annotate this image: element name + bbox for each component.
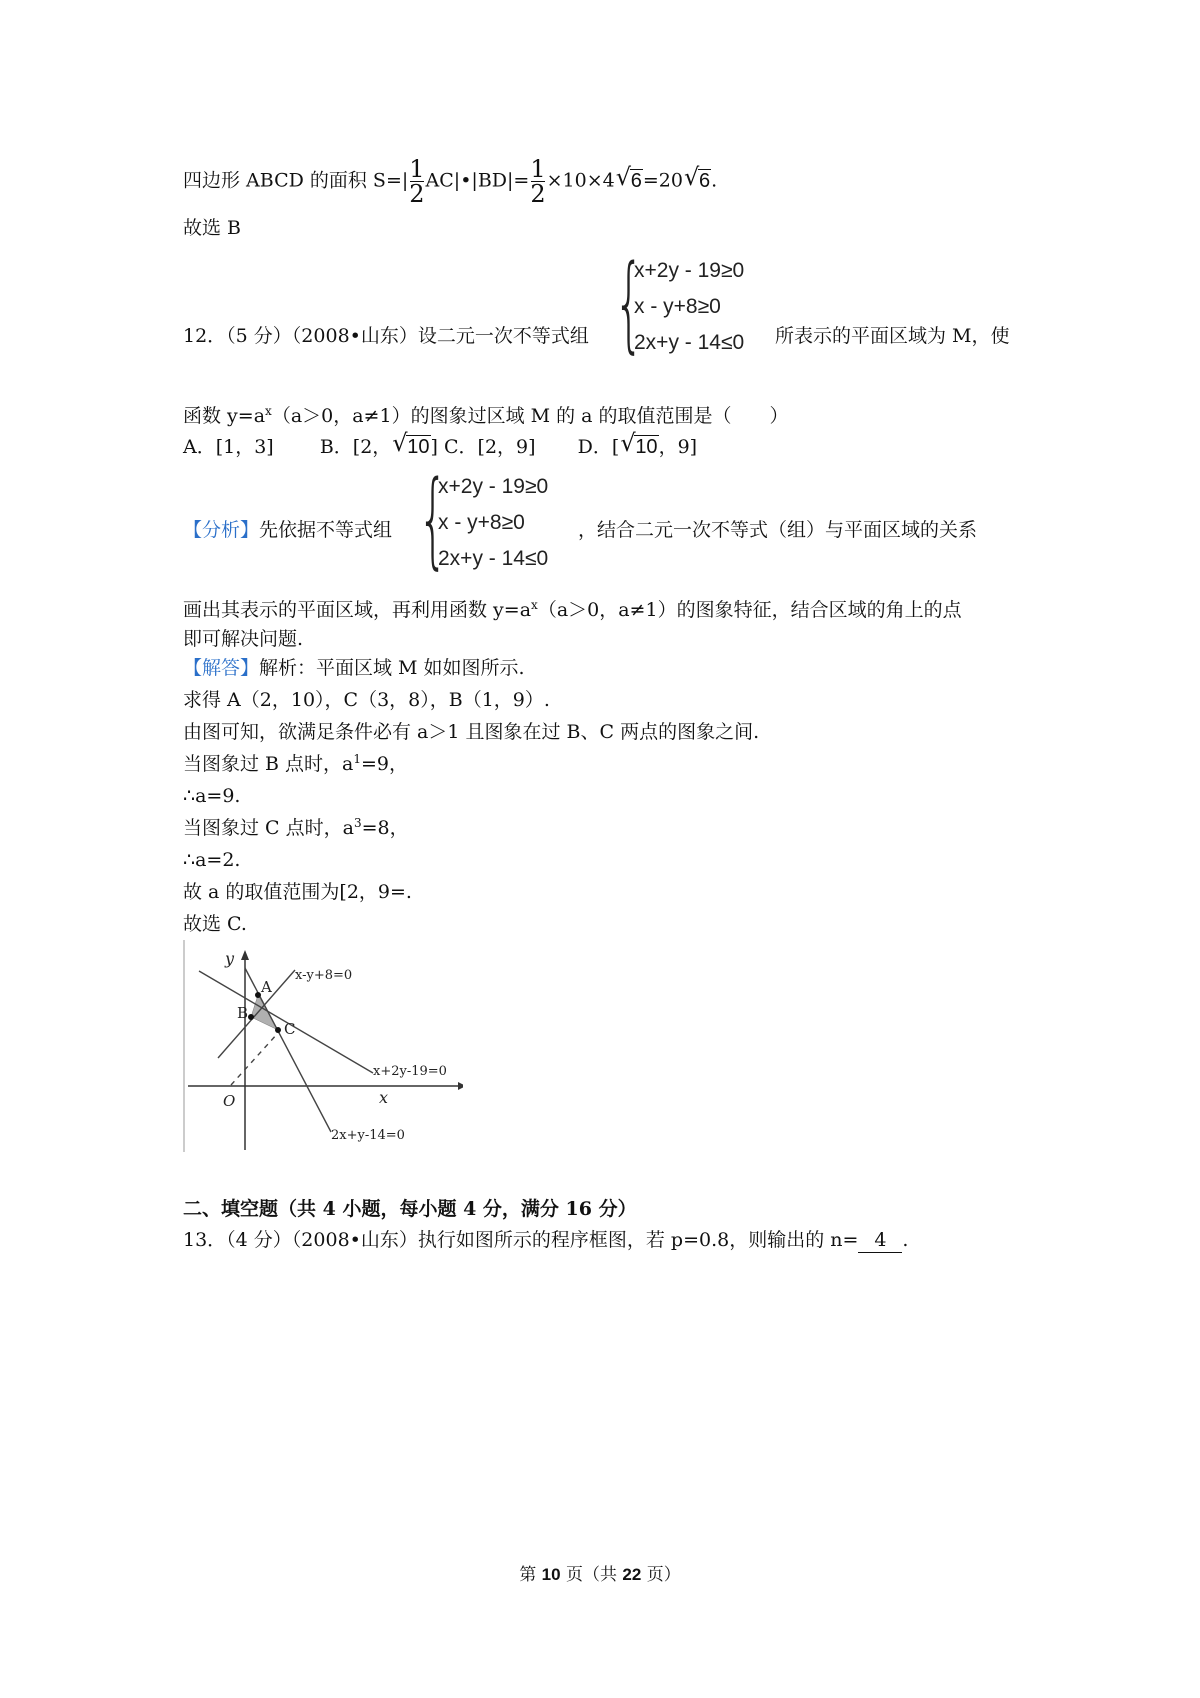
line-label-1: x-y+8=0 (295, 968, 353, 983)
region-m (251, 995, 278, 1030)
solution-line6: 当图象过 C 点时，$a^3=8$， (183, 816, 409, 839)
page-footer: 第 10 页（共 22 页） (519, 1565, 681, 1585)
x-axis-arrow (458, 1082, 463, 1090)
solution-line2: 求得 A（2，10），C（3，8），B（1，9）. (183, 689, 550, 711)
analysis-line3: 即可解决问题. (183, 628, 304, 650)
inequality-2: x - y+8≥0 (438, 511, 525, 534)
option-a[interactable]: A．[1，3] (183, 436, 274, 458)
fraction-half: $\frac{1}{2}$ (409, 155, 425, 208)
point-b-label: B (237, 1004, 249, 1022)
q12-stem: 12．（5 分）（2008•山东）设二元一次不等式组 (183, 325, 589, 347)
left-brace: { (418, 458, 448, 580)
solution-line3: 由图可知，欲满足条件必有 a＞1 且图象在过 B、C 两点的图象之间. (183, 721, 760, 743)
left-brace: { (614, 242, 644, 364)
inequality-system (438, 469, 548, 577)
option-c[interactable]: C．[2，9] (444, 436, 536, 458)
point-a-label: A (261, 978, 272, 996)
sqrt-6: √ 6 (684, 169, 711, 193)
inequality-2: x - y+8≥0 (634, 295, 721, 318)
total-pages: 22 (622, 1565, 642, 1584)
area-formula: 四边形 ABCD 的面积 $S=|\frac{1}{2}AC|•|BD|=\frac{1}{2}\times 10\times 4√$ 6=20√ 6. (183, 158, 717, 205)
fraction-half: $\frac{1}{2}$ (530, 155, 546, 208)
dashed-parallel-line (231, 1033, 278, 1085)
q13-stem: 13．（4 分）（2008•山东）执行如图所示的程序框图，若 p=0.8，则输出的 n= 4 . (183, 1229, 909, 1251)
feasible-region-graph (183, 940, 463, 1155)
analysis-tag: 【分析】 (183, 519, 260, 541)
solution-line8: 故 a 的取值范围为[2，9=. (183, 881, 412, 903)
inequality-system (634, 253, 744, 361)
option-d[interactable]: D．[√ 10，9] (578, 436, 697, 458)
y-axis-arrow (241, 950, 249, 960)
solution-tag: 【解答】 (183, 657, 260, 679)
y-axis-label: y (225, 949, 235, 968)
inequality-3: 2x+y - 14≤0 (438, 547, 549, 570)
analysis-line1: 【分析】先依据不等式组 (183, 519, 393, 541)
solution-line4: 当图象过 B 点时，$a^1=9$， (183, 752, 409, 775)
option-b[interactable]: B．[2，√ 10] (320, 436, 438, 458)
line-x-minus-y-plus-8 (218, 970, 295, 1058)
inequality-1: x+2y - 19≥0 (438, 475, 549, 498)
inequality-3: 2x+y - 14≤0 (634, 331, 745, 354)
origin-label: O (223, 1092, 236, 1110)
q12-stem-line2: 函数 $y=a^x(a>0$，a≠1）的图象过区域 M 的 a 的取值范围是（ ） (183, 404, 789, 427)
q12-stem-tail: 所表示的平面区域为 M，使 (775, 325, 1010, 347)
solution-line7: ∴a=2. (183, 849, 241, 871)
sqrt-6: √ 6 (616, 169, 643, 193)
x-axis-label: x (379, 1088, 389, 1107)
point-b-dot (248, 1014, 254, 1020)
q12-options (183, 435, 697, 459)
analysis-line1-tail: ，结合二元一次不等式（组）与平面区域的关系 (578, 519, 978, 541)
solution-line5: ∴a=9. (183, 785, 241, 807)
point-c-label: C (284, 1020, 296, 1038)
solution-line9: 故选 C. (183, 913, 247, 935)
page-number: 10 (541, 1565, 561, 1584)
inequality-1: x+2y - 19≥0 (634, 259, 745, 282)
sqrt-10: √ 10 (392, 435, 430, 459)
q13-answer-blank[interactable]: 4 (858, 1228, 902, 1253)
line-label-3: 2x+y-14=0 (331, 1128, 405, 1143)
solution-line1: 【解答】解析：平面区域 M 如如图所示. (183, 657, 525, 679)
section-heading: 二、填空题（共 4 小题，每小题 4 分，满分 16 分） (183, 1198, 637, 1220)
line-label-2: x+2y-19=0 (373, 1064, 447, 1079)
sqrt-10: √ 10 (620, 435, 658, 459)
point-c-dot (275, 1027, 281, 1033)
choose-b: 故选 B (183, 217, 242, 239)
analysis-line2: 画出其表示的平面区域，再利用函数 $y=a^x(a>0$，a≠1）的图象特征，结合区域的角上的点 (183, 598, 962, 621)
